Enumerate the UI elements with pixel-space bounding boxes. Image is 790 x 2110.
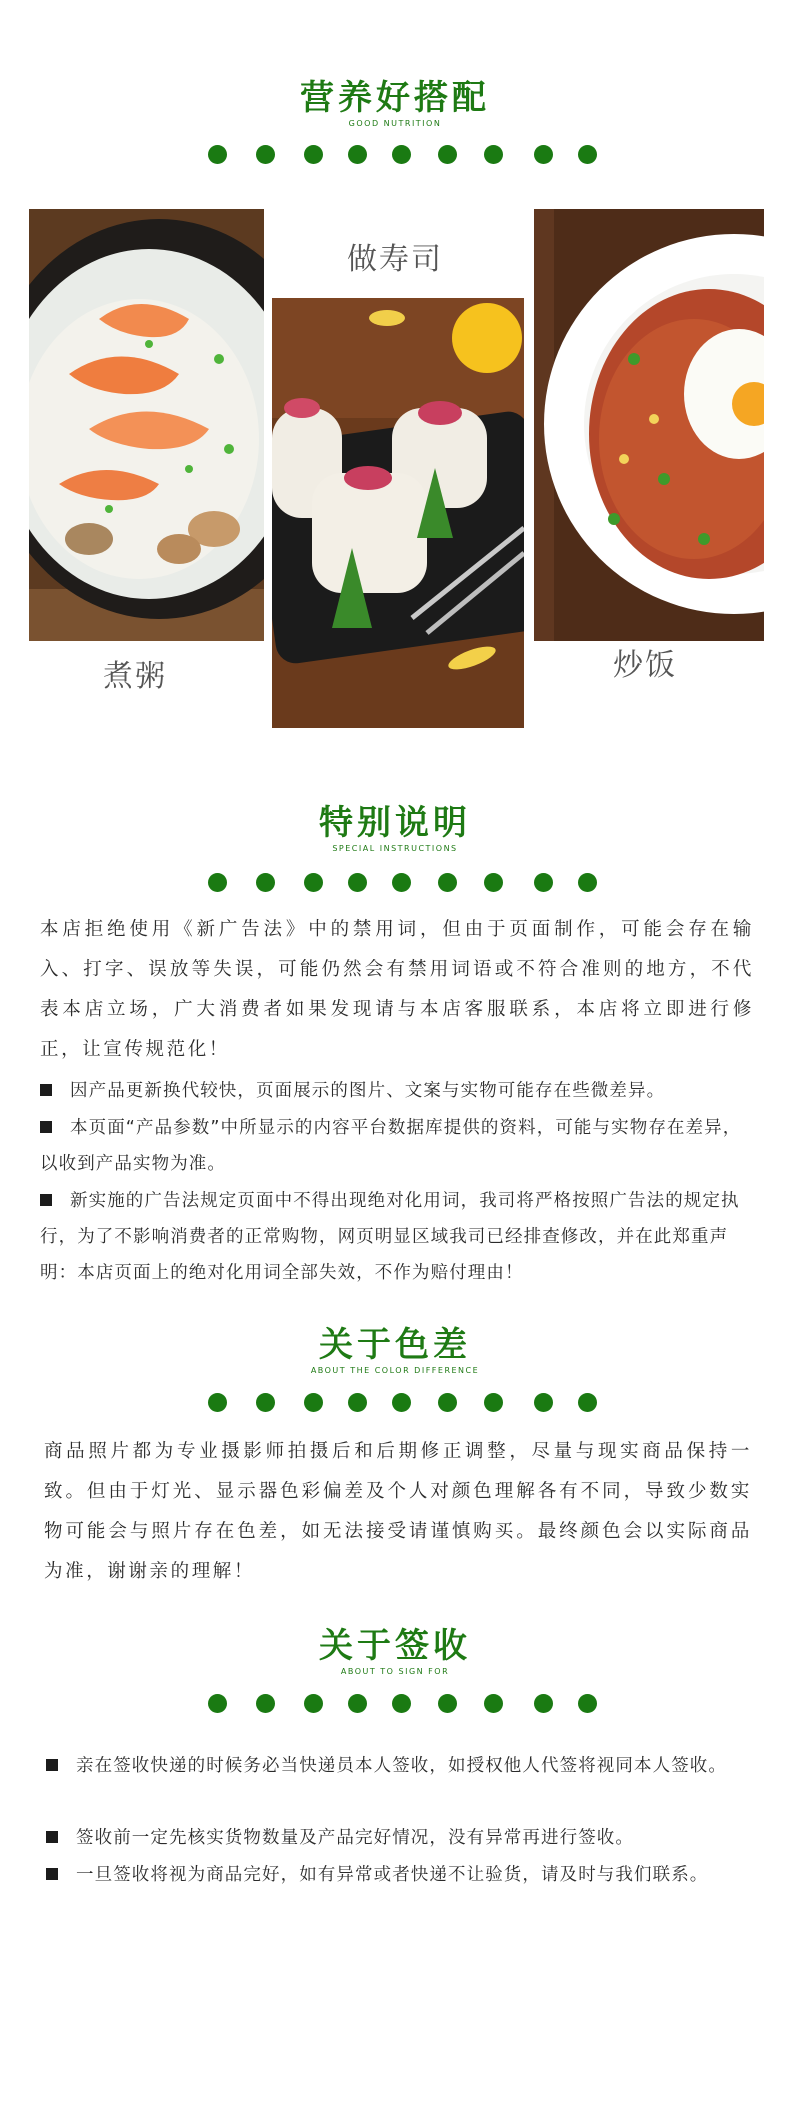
divider-dot bbox=[256, 1694, 275, 1713]
divider-dot bbox=[578, 1694, 597, 1713]
divider-dot bbox=[438, 1393, 457, 1412]
divider-dot bbox=[534, 1393, 553, 1412]
divider-dot bbox=[534, 1694, 553, 1713]
divider-dot bbox=[348, 145, 367, 164]
divider-dot bbox=[534, 145, 553, 164]
divider-dot bbox=[256, 873, 275, 892]
divider-dot bbox=[304, 873, 323, 892]
section-sign-subtitle: ABOUT TO SIGN FOR bbox=[340, 1667, 450, 1676]
divider-dot bbox=[534, 873, 553, 892]
divider-dot bbox=[484, 1393, 503, 1412]
divider-dot bbox=[256, 1393, 275, 1412]
caption-sushi: 做寿司 bbox=[347, 242, 443, 277]
divider-dot bbox=[438, 145, 457, 164]
section-sign-title: 关于签收 bbox=[319, 1626, 471, 1666]
special-bullet-3: 新实施的广告法规定页面中不得出现绝对化用词，我司将严格按照广告法的规定执行，为了不影响消费者的正常购物，网页明显区域我司已经排查修改，并在此郑重声明：本店页面上的绝对化用词全部失效，不作为赔付理由！ bbox=[40, 1191, 740, 1283]
divider-dot bbox=[392, 1694, 411, 1713]
divider-dot bbox=[208, 1694, 227, 1713]
dot-divider bbox=[0, 1694, 790, 1714]
section-special-subtitle: SPECIAL INSTRUCTIONS bbox=[332, 844, 458, 853]
section-food-title: 营养好搭配 bbox=[300, 78, 490, 118]
divider-dot bbox=[484, 145, 503, 164]
divider-dot bbox=[484, 1694, 503, 1713]
divider-dot bbox=[438, 1694, 457, 1713]
square-bullet-icon bbox=[40, 1084, 52, 1096]
dot-divider bbox=[0, 1393, 790, 1413]
divider-dot bbox=[304, 1393, 323, 1412]
section-special-header bbox=[0, 803, 790, 855]
divider-dot bbox=[578, 145, 597, 164]
divider-dot bbox=[392, 1393, 411, 1412]
special-intro: 本店拒绝使用《新广告法》中的禁用词，但由于页面制作，可能会存在输入、打字、误放等失误，可能仍然会有禁用词语或不符合准则的地方，不代表本店立场，广大消费者如果发现请与本店客服联系，本店将立即进行修正，让宣传规范化！ bbox=[40, 919, 754, 1060]
divider-dot bbox=[438, 873, 457, 892]
divider-dot bbox=[392, 873, 411, 892]
dot-divider bbox=[0, 873, 790, 893]
caption-fried-rice: 炒饭 bbox=[613, 648, 677, 683]
divider-dot bbox=[304, 145, 323, 164]
divider-dot bbox=[578, 873, 597, 892]
dot-divider bbox=[0, 145, 790, 165]
square-bullet-icon bbox=[46, 1868, 58, 1880]
section-color-subtitle: ABOUT THE COLOR DIFFERENCE bbox=[310, 1366, 480, 1375]
divider-dot bbox=[208, 1393, 227, 1412]
sign-bullet-1: 亲在签收快递的时候务必当快递员本人签收，如授权他人代签将视同本人签收。 bbox=[46, 1748, 768, 1784]
square-bullet-icon bbox=[40, 1194, 52, 1206]
square-bullet-icon bbox=[46, 1831, 58, 1843]
divider-dot bbox=[484, 873, 503, 892]
square-bullet-icon bbox=[40, 1121, 52, 1133]
section-special-title: 特别说明 bbox=[319, 803, 471, 843]
divider-dot bbox=[208, 873, 227, 892]
section-color-header bbox=[0, 1325, 790, 1377]
section-food-header bbox=[0, 78, 790, 130]
sign-bullet-2: 签收前一定先核实货物数量及产品完好情况，没有异常再进行签收。 bbox=[46, 1820, 768, 1856]
square-bullet-icon bbox=[46, 1759, 58, 1771]
fried-rice-photo bbox=[534, 209, 764, 641]
sushi-photo bbox=[272, 298, 524, 728]
color-text: 商品照片都为专业摄影师拍摄后和后期修正调整，尽量与现实商品保持一致。但由于灯光、显示器色彩偏差及个人对颜色理解各有不同，导致少数实物可能会与照片存在色差，如无法接受请谨慎购买。最终颜色会以实际商品为准，谢谢亲的理解！ bbox=[44, 1441, 752, 1582]
section-color-title: 关于色差 bbox=[319, 1325, 471, 1365]
special-bullet-1: 因产品更新换代较快，页面展示的图片、文案与实物可能存在些微差异。 bbox=[40, 1073, 754, 1109]
divider-dot bbox=[392, 145, 411, 164]
divider-dot bbox=[208, 145, 227, 164]
divider-dot bbox=[578, 1393, 597, 1412]
sign-bullet-3: 一旦签收将视为商品完好，如有异常或者快递不让验货，请及时与我们联系。 bbox=[46, 1857, 768, 1893]
divider-dot bbox=[256, 145, 275, 164]
divider-dot bbox=[348, 1393, 367, 1412]
section-sign-header bbox=[0, 1626, 790, 1678]
divider-dot bbox=[304, 1694, 323, 1713]
divider-dot bbox=[348, 873, 367, 892]
special-bullet-2: 本页面“产品参数”中所显示的内容平台数据库提供的资料，可能与实物存在差异，以收到产品实物为准。 bbox=[40, 1118, 742, 1174]
divider-dot bbox=[348, 1694, 367, 1713]
congee-shrimp-photo bbox=[29, 209, 264, 641]
caption-congee: 煮粥 bbox=[103, 659, 167, 694]
section-food-subtitle: GOOD NUTRITION bbox=[348, 119, 442, 128]
